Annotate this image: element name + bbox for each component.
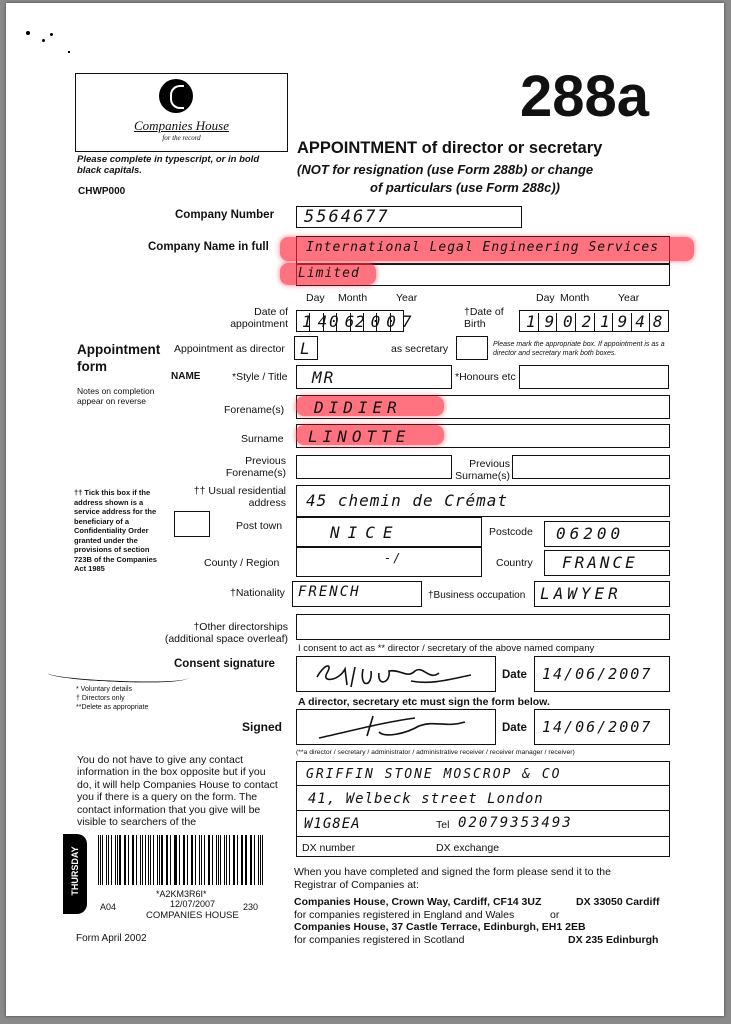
ink-stroke (48, 665, 188, 685)
barcode-bar (218, 835, 219, 885)
barcode-bar (98, 835, 99, 885)
for-scotland: for companies registered in Scotland (294, 934, 465, 946)
barcode-bar (191, 835, 192, 885)
consent-signature-label: Consent signature (174, 658, 275, 670)
barcode-bar (150, 835, 151, 885)
barcode-bar (179, 835, 180, 885)
date-of-appointment-label: Date of appointment (230, 306, 288, 330)
company-name-value-2: Limited (298, 266, 360, 281)
form-number: 288a (520, 64, 650, 129)
barcode-bar (119, 835, 120, 885)
barcode-bar (140, 835, 141, 885)
dx-number-label: DX number (302, 842, 356, 854)
name-label: NAME (171, 371, 201, 382)
county-value: -/ (384, 551, 403, 565)
barcode-bar (201, 835, 202, 885)
forenames-label: Forename(s) (224, 404, 285, 416)
barcode-bar (108, 835, 109, 885)
barcode-bar (184, 835, 185, 885)
form-subtitle-2: of particulars (use Form 288c)) (370, 180, 560, 195)
contact-line-3: W1G8EA (304, 816, 361, 832)
barcode-bar (117, 835, 118, 885)
country-label: Country (496, 557, 533, 569)
nationality-label: †Nationality (230, 587, 285, 599)
delete-note: **Delete as appropriate (76, 704, 149, 711)
usual-address-label: †† Usual residential address (193, 485, 286, 509)
barcode-bar (183, 835, 184, 885)
stamp-code: *A2KM3R6I* (156, 889, 207, 899)
or-label: or (550, 909, 560, 921)
consent-signature-scrawl (311, 659, 481, 691)
post-town-label: Post town (236, 520, 283, 532)
prev-surnames-field[interactable] (512, 455, 670, 479)
barcode-bar (167, 835, 168, 885)
ref-code: CHWP000 (78, 186, 126, 197)
dob-day-value: 19 (526, 312, 564, 331)
barcode-bar (111, 835, 112, 885)
dob-year-header: Year (618, 292, 640, 304)
form-page (6, 3, 724, 1016)
barcode-bar (234, 835, 235, 885)
barcode-bar (106, 835, 107, 885)
barcode-bar (208, 835, 209, 885)
form-title: APPOINTMENT of director or secretary (297, 139, 603, 157)
contact-line-1: GRIFFIN STONE MOSCROP & CO (306, 767, 562, 782)
dob-month-header: Month (560, 292, 590, 304)
secretary-checkbox[interactable] (456, 336, 488, 360)
barcode-bar (260, 835, 261, 885)
barcode-bar (220, 835, 221, 885)
other-directorships-field[interactable] (296, 614, 670, 640)
notes-label: Notes on completion appear on reverse (77, 386, 155, 406)
barcode-bar (204, 835, 205, 885)
barcode-bar (166, 835, 167, 885)
barcode-bar (157, 835, 158, 885)
honours-label: *Honours etc (455, 371, 516, 383)
contact-info-text: You do not have to give any contact information in the box opposite but if you do, it will help Companies House to contact you if there is a query on the form. The contact information that you give will be visible to searchers of the (77, 754, 278, 829)
prev-forenames-field[interactable] (296, 455, 452, 479)
stamp-right: 230 (243, 902, 259, 912)
barcode-bar (251, 835, 252, 885)
mark-note: Please mark the appropriate box. If appointment is as a director and secretary mark both boxes. (493, 341, 665, 357)
surname-value: LINOTTE (308, 427, 411, 446)
stamp-day-tab (63, 834, 87, 914)
send-line-2: Registrar of Companies at: (294, 879, 419, 891)
address-1: Companies House, Crown Way, Cardiff, CF14 3UZ (294, 896, 542, 908)
stamp-left: A04 (100, 902, 117, 912)
barcode-bar (199, 835, 200, 885)
tel-value: 02079353493 (458, 815, 573, 831)
stamp-day: THURSDAY (70, 846, 80, 896)
address-2: Companies House, 37 Castle Terrace, Edinburgh, EH1 2EB (294, 921, 586, 933)
barcode-bar (124, 835, 125, 885)
scan-speck (50, 33, 53, 36)
voluntary-note: * Voluntary details (76, 686, 133, 693)
tick-note: †† Tick this box if the address shown is a service address for the beneficiary of a Confidentiality Order granted under the provisions of section 723B of the Companies Act 1985 (74, 488, 157, 573)
barcode-bar (229, 835, 230, 885)
barcode-bar (148, 835, 149, 885)
barcode-bar (258, 835, 259, 885)
date-of-birth-label: †Date of Birth (464, 306, 504, 330)
barcode-bar (125, 835, 126, 885)
barcode-bar (161, 835, 162, 885)
appt-month-header: Month (338, 292, 368, 304)
dx-2: DX 235 Edinburgh (568, 934, 659, 946)
company-number-value: 5564677 (304, 207, 390, 227)
director-mark-value: L (300, 339, 312, 358)
barcode-bar (209, 835, 210, 885)
dob-day-header: Day (536, 292, 555, 304)
postcode-value: 06200 (556, 524, 625, 543)
must-sign-note: A director, secretary etc must sign the form below. (298, 696, 550, 708)
barcode-bar (136, 835, 137, 885)
honours-field[interactable] (519, 365, 669, 389)
barcode-bar (174, 835, 175, 885)
for-england: for companies registered in England and Wales (294, 909, 515, 921)
county-label: County / Region (204, 557, 280, 569)
prev-surnames-label: Previous Surname(s) (455, 458, 510, 482)
style-value: MR (312, 368, 336, 387)
surname-label: Surname (241, 433, 284, 445)
barcode-bar (224, 835, 225, 885)
appt-secretary-label: as secretary (391, 343, 449, 355)
scan-speck (68, 51, 70, 53)
form-date: Form April 2002 (76, 933, 147, 944)
tel-label: Tel (436, 819, 450, 831)
barcode-bar (192, 835, 193, 885)
post-town-value: NICE (330, 523, 401, 542)
barcode-bar (212, 835, 213, 885)
confidentiality-checkbox[interactable] (174, 511, 210, 537)
barcode-bar (254, 835, 255, 885)
send-line-1: When you have completed and signed the form please send it to the (294, 866, 611, 878)
logo-name: Companies House (134, 118, 229, 133)
barcode-bar (187, 835, 188, 885)
prev-forenames-label: Previous Forename(s) (225, 455, 286, 479)
dx-exchange-label: DX exchange (436, 842, 500, 854)
form-subtitle-1: (NOT for resignation (use Form 288b) or change (297, 162, 594, 177)
signed-label: Signed (242, 720, 283, 734)
logo-tagline: for the record (162, 134, 201, 142)
barcode-bar (216, 835, 217, 885)
barcode-bar (170, 835, 171, 885)
appt-year-header: Year (396, 292, 418, 304)
barcode-bar (233, 835, 234, 885)
consent-signature-field[interactable] (296, 656, 496, 692)
consent-date-value: 14/06/2007 (542, 665, 653, 683)
appt-day-value: 14 (302, 312, 334, 331)
scan-speck (26, 31, 30, 35)
signature-scrawl (315, 712, 485, 744)
appointment-form-heading: Appointment form (77, 342, 161, 374)
barcode-bar (133, 835, 134, 885)
country-value: FRANCE (562, 553, 638, 572)
instructions: Please complete in typescript, or in bold black capitals. (77, 154, 260, 176)
barcode-bar (241, 835, 242, 885)
signed-field[interactable] (296, 709, 496, 745)
company-name-value-1: International Legal Engineering Services (306, 240, 660, 255)
other-directorships-label: †Other directorships (additional space overleaf) (164, 621, 288, 645)
barcode-bar (132, 835, 133, 885)
barcode-bar (195, 835, 196, 885)
logo-box (75, 73, 288, 152)
company-name-label: Company Name in full (148, 241, 269, 253)
barcode-bar (102, 835, 103, 885)
signed-date-label: Date (502, 722, 527, 734)
barcode-bar (128, 835, 129, 885)
barcode-bar (242, 835, 243, 885)
forenames-value: DIDIER (314, 398, 402, 417)
appt-day-header: Day (306, 292, 325, 304)
postcode-label: Postcode (489, 526, 533, 538)
barcode-bar (153, 835, 154, 885)
directors-only-note: † Directors only (76, 695, 125, 702)
consent-date-label: Date (502, 669, 527, 681)
dob-month-value: 02 (563, 312, 601, 331)
address-value: 45 chemin de Crémat (306, 491, 509, 510)
appt-year-value: 2007 (355, 312, 418, 331)
contact-line-2: 41, Welbeck street London (308, 791, 544, 807)
dob-year-value: 1948 (600, 312, 671, 331)
nationality-value: FRENCH (298, 584, 361, 600)
barcode (98, 835, 266, 885)
occupation-label: †Business occupation (428, 590, 526, 601)
style-label: *Style / Title (232, 371, 288, 383)
appt-director-label: Appointment as director (174, 343, 285, 355)
occupation-value: LAWYER (540, 584, 622, 603)
barcode-bar (142, 835, 143, 885)
stamp-date: 12/07/2007 (170, 899, 216, 909)
appt-month-value: 06 (329, 312, 361, 331)
barcode-bar (262, 835, 263, 885)
barcode-bar (159, 835, 160, 885)
company-number-label: Company Number (175, 209, 275, 221)
consent-text: I consent to act as ** director / secretary of the above named company (298, 643, 595, 654)
barcode-bar (100, 835, 101, 885)
stamp-office: COMPANIES HOUSE (146, 910, 239, 921)
barcode-bar (115, 835, 116, 885)
signed-date-value: 14/06/2007 (542, 718, 653, 736)
companies-house-emblem (159, 79, 193, 113)
barcode-bar (245, 835, 246, 885)
barcode-bar (250, 835, 251, 885)
barcode-bar (237, 835, 238, 885)
barcode-bar (145, 835, 146, 885)
signer-roles: (**a director / secretary / administrator / administrative receiver / receiver manager / receiver) (296, 749, 575, 756)
scan-speck (42, 39, 45, 42)
dx-1: DX 33050 Cardiff (576, 896, 660, 908)
barcode-bar (175, 835, 176, 885)
barcode-bar (226, 835, 227, 885)
